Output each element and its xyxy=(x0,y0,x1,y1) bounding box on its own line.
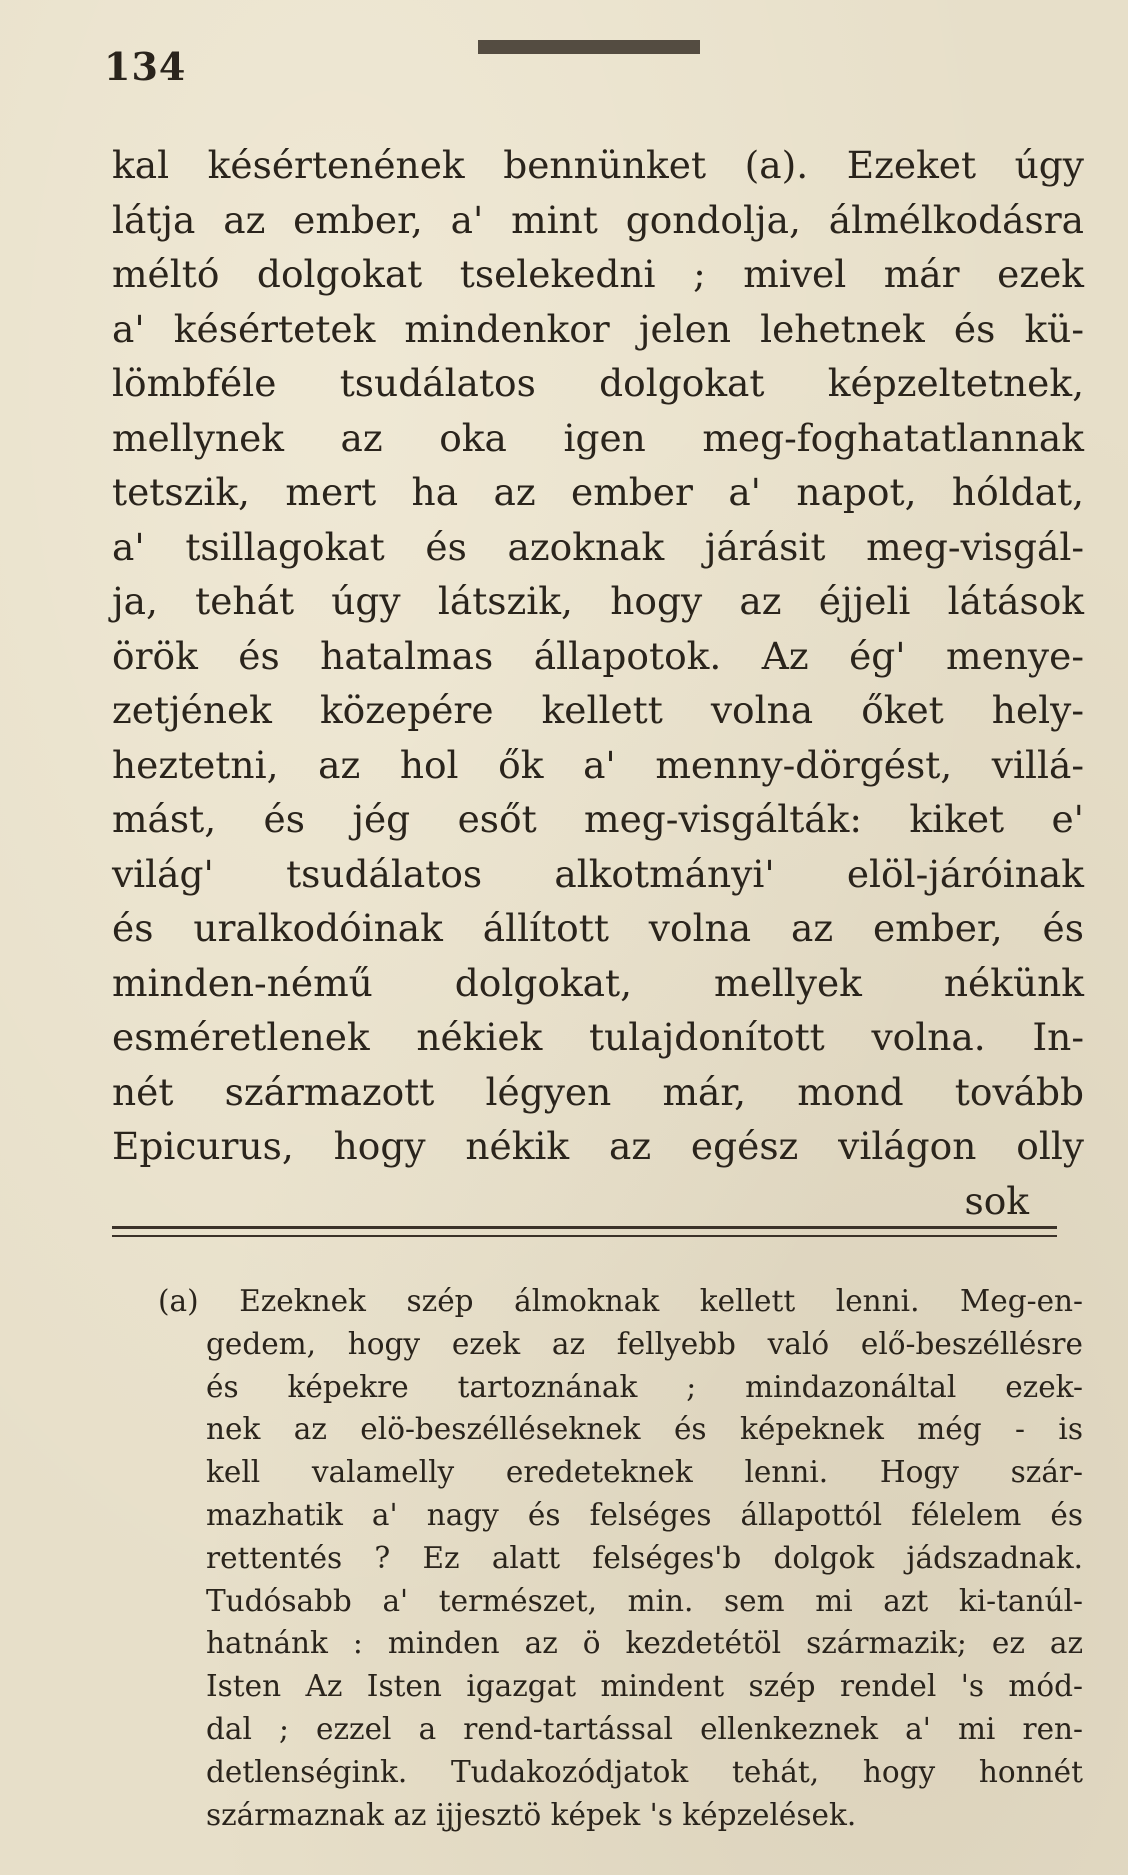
footnote-line: nek az elö-beszélléseknek és képeknek még - is xyxy=(206,1412,1083,1447)
body-line: minden-némű dolgokat, mellyek nékünk xyxy=(112,960,1084,1005)
footnote-line: (a) Ezeknek szép álmoknak kellett lenni. Meg-en- xyxy=(158,1284,1083,1318)
body-line: méltó dolgokat tselekedni ; mivel már ezek xyxy=(112,252,1084,296)
body-line: kal késértenének bennünket (a). Ezeket úgy xyxy=(112,143,1084,187)
footnote-block xyxy=(158,1280,1083,1836)
footnote-divider xyxy=(112,1226,1057,1237)
catchword: sok xyxy=(964,1178,1029,1223)
footnote-line: kell valamelly eredeteknek lenni. Hogy szár- xyxy=(206,1455,1083,1490)
footnote-line: gedem, hogy ezek az fellyebb való elő-beszéllésre xyxy=(206,1326,1083,1361)
body-line: Epicurus, hogy nékik az egész világon olly xyxy=(112,1124,1084,1168)
body-line: a' tsillagokat és azoknak járásit meg-visgál- xyxy=(112,524,1084,569)
body-line: lömbféle tsudálatos dolgokat képzeltetnek, xyxy=(112,361,1084,405)
body-line: a' késértetek mindenkor jelen lehetnek és kü- xyxy=(112,306,1084,351)
page-number: 134 xyxy=(104,44,187,89)
body-line: világ' tsudálatos alkotmányi' elöl-járóinak xyxy=(112,851,1084,896)
footnote-line: detlenségink. Tudakozódjatok tehát, hogy honnét xyxy=(206,1754,1083,1789)
footnote-line: Tudósabb a' természet, min. sem mi azt ki-tanúl- xyxy=(206,1583,1083,1618)
body-line: látja az ember, a' mint gondolja, álmélkodásra xyxy=(112,197,1084,242)
footnote-line: hatnánk : minden az ö kezdetétöl származik; ez az xyxy=(206,1626,1083,1661)
footnote-line: Isten Az Isten igazgat mindent szép rendel 's mód- xyxy=(206,1669,1083,1704)
body-line: mellynek az oka igen meg-foghatatlannak xyxy=(112,415,1084,460)
footnote-line: származnak az ijjesztö képek 's képzelések. xyxy=(206,1797,857,1832)
body-line: örök és hatalmas állapotok. Az ég' menye- xyxy=(112,633,1084,678)
body-text xyxy=(112,138,1084,1228)
body-line: mást, és jég esőt meg-visgálták: kiket e' xyxy=(112,797,1084,841)
header-rule xyxy=(478,40,700,54)
body-line: és uralkodóinak állított volna az ember, és xyxy=(112,906,1084,950)
body-line: tetszik, mert ha az ember a' napot, hóldat, xyxy=(112,470,1084,514)
body-line: heztetni, az hol ők a' menny-dörgést, villá- xyxy=(112,742,1084,787)
body-line: ja, tehát úgy látszik, hogy az éjjeli látások xyxy=(112,579,1084,623)
footnote-line: rettentés ? Ez alatt felséges'b dolgok jádszadnak. xyxy=(206,1540,1083,1575)
body-line: esméretlenek nékiek tulajdonított volna. In- xyxy=(112,1015,1084,1059)
footnote-line: és képekre tartoznának ; mindazonáltal ezek- xyxy=(206,1369,1083,1404)
body-line: zetjének közepére kellett volna őket hely- xyxy=(112,688,1084,732)
footnote-line: mazhatik a' nagy és felséges állapottól félelem és xyxy=(206,1497,1083,1532)
body-line: nét származott légyen már, mond tovább xyxy=(112,1069,1084,1114)
footnote-line: dal ; ezzel a rend-tartással ellenkeznek a' mi ren- xyxy=(206,1711,1083,1746)
